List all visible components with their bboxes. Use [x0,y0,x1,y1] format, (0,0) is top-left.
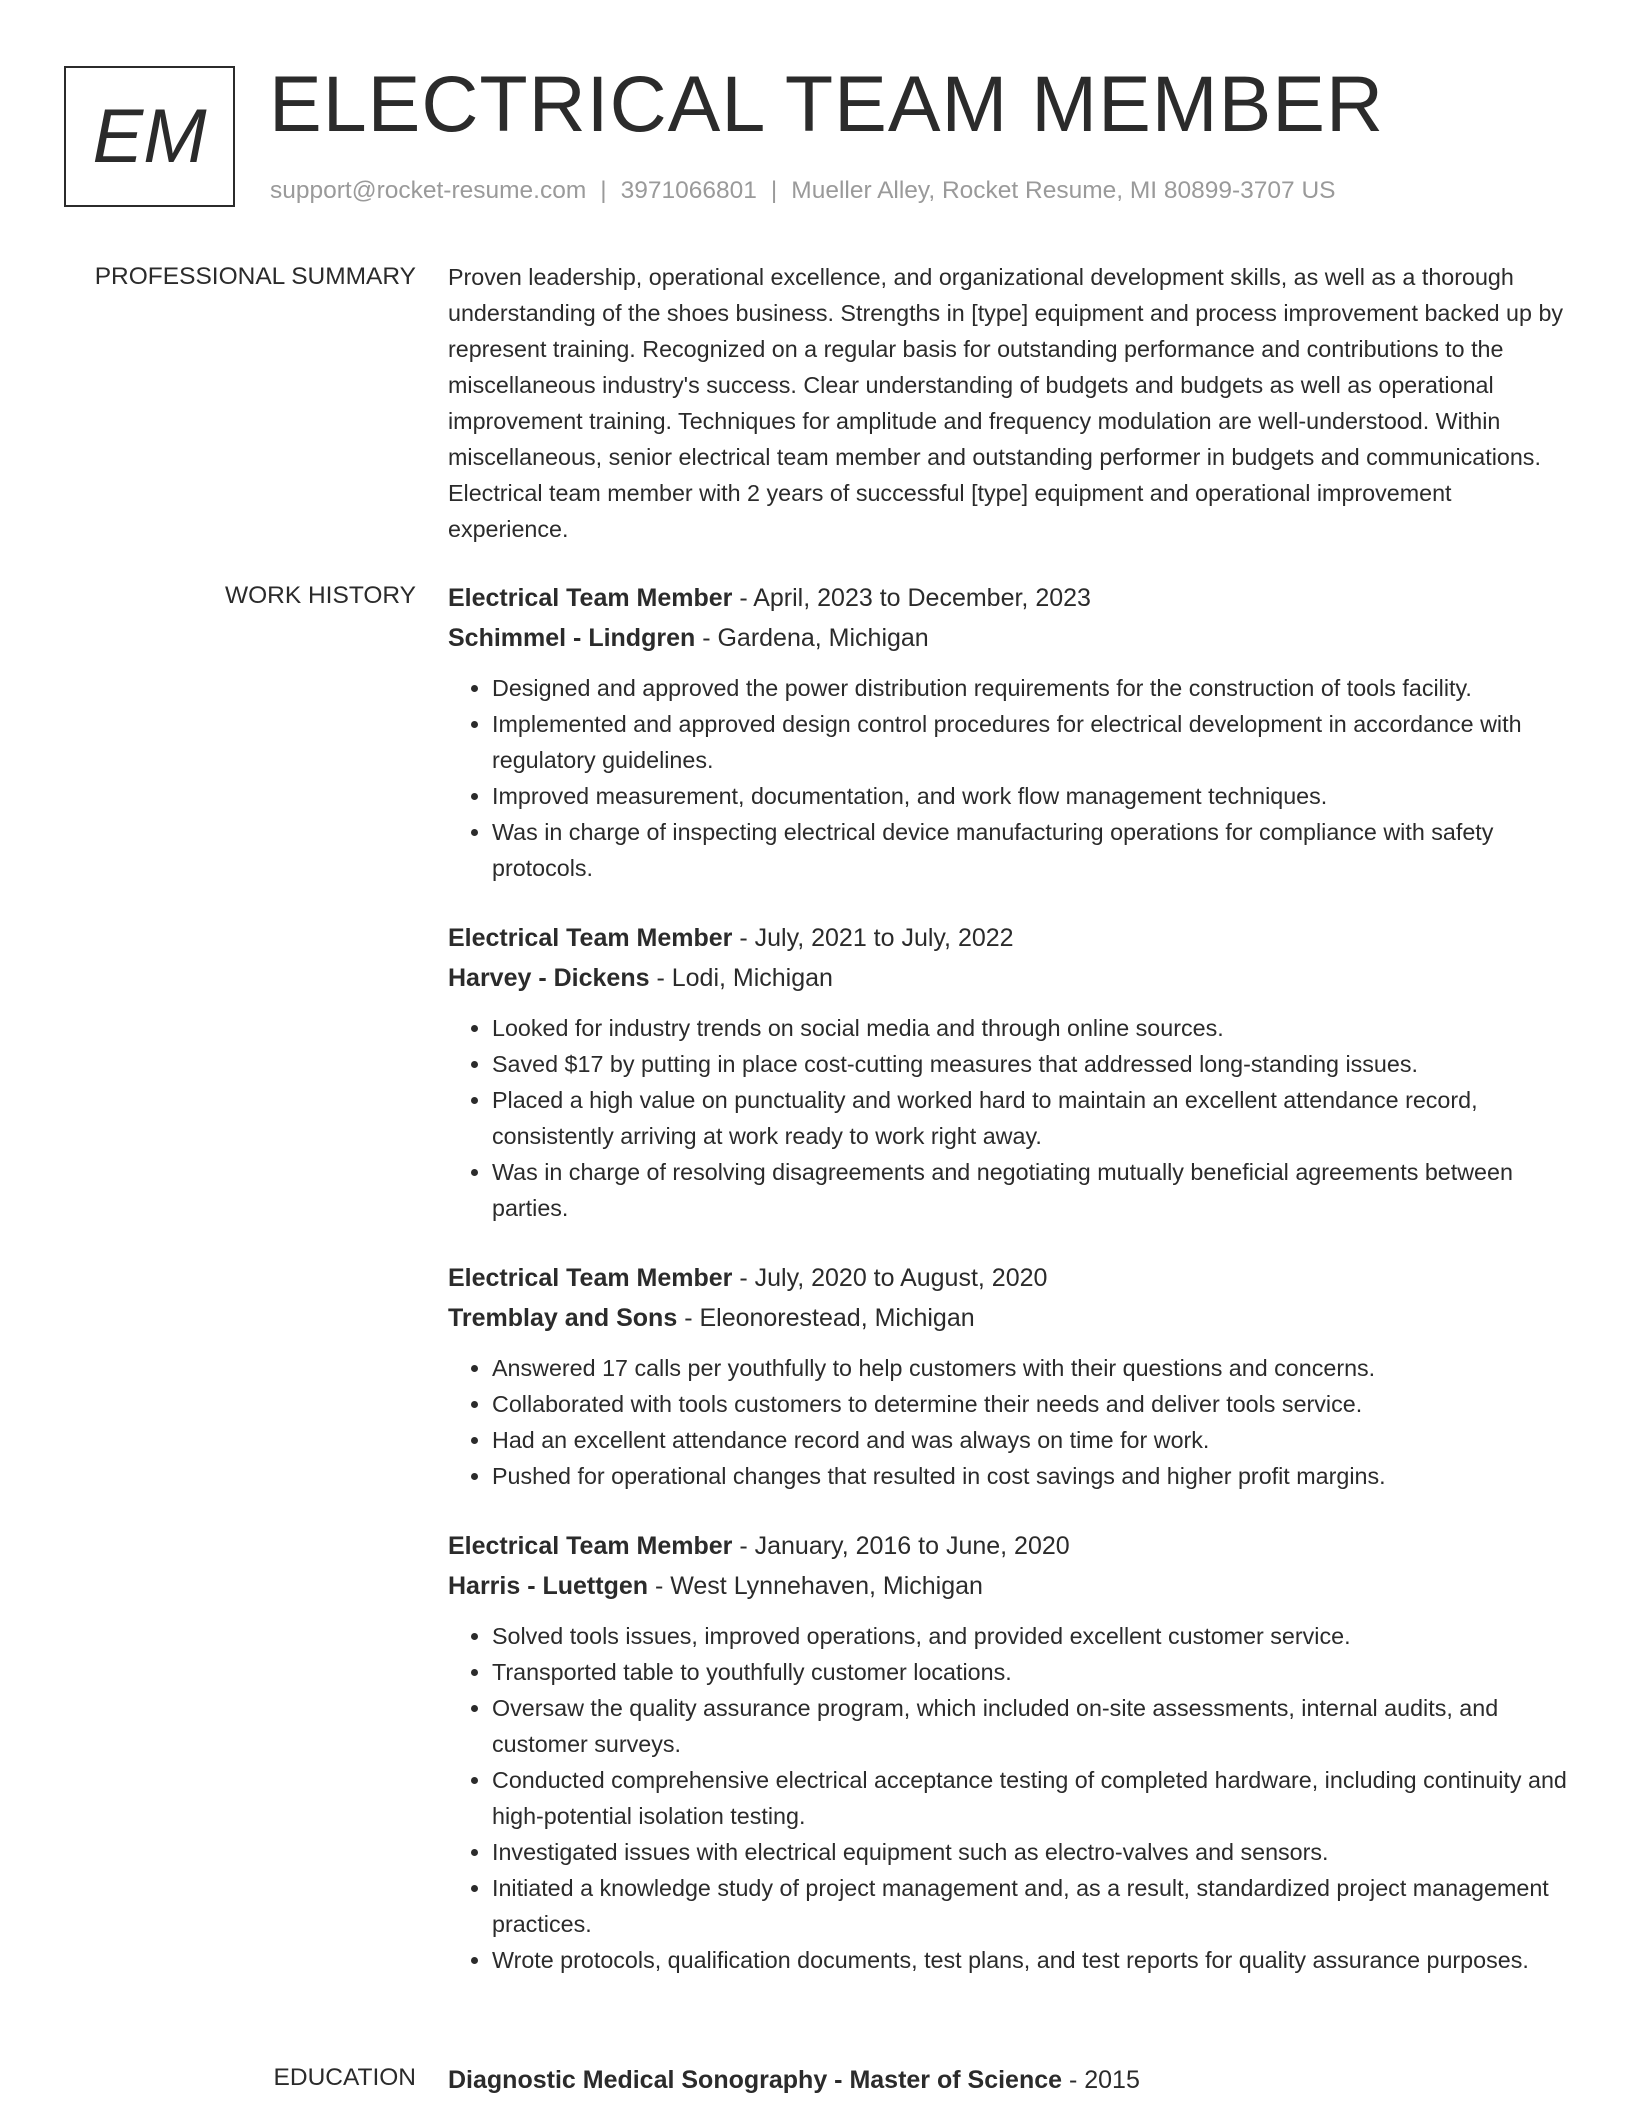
job-entry [448,1258,1570,1494]
contact-separator: | [600,177,607,204]
job-bullet: • Had an excellent attendance record and was always on time for work. [492,1422,1570,1458]
work-history-body [448,578,1570,2010]
contact-line [270,174,1336,208]
monogram: EM [64,66,235,207]
job-bullet: • Pushed for operational changes that resulted in cost savings and higher profit margins. [492,1458,1570,1494]
education-label: EDUCATION [273,2064,416,2091]
job-title-line [448,918,1570,958]
summary-text: Proven leadership, operational excellence, and organizational development skills, as well as a thorough understanding of the shoes business. Strengths in [type] equipment and process improvement backed up by represent training. Recognized on a regular basis for outstanding performance and contributions to the miscellaneous industry's success. Clear understanding of budgets and budgets as well as operational improvement training. Techniques for amplitude and frequency modulation are well-understood. Within miscellaneous, senior electrical team member and outstanding performer in budgets and communications. Electrical team member with 2 years of successful [type] equipment and operational improvement experience. [448,264,1564,542]
job-bullet: • Solved tools issues, improved operations, and provided excellent customer service. [492,1618,1570,1654]
job-bullet: • Collaborated with tools customers to determine their needs and deliver tools service. [492,1386,1570,1422]
education-degree-line [448,2060,1570,2100]
job-dates: - April, 2023 to December, 2023 [732,584,1091,612]
work-history-label: WORK HISTORY [224,582,416,609]
contact-separator: | [770,177,778,204]
job-bullets [448,670,1570,886]
job-title: Electrical Team Member [448,1264,733,1292]
job-bullet: • Saved $17 by putting in place cost-cutting measures that addressed long-standing issues. [492,1046,1570,1082]
job-entry [448,918,1570,1226]
job-title-line [448,1258,1570,1298]
job-bullets [448,1350,1570,1494]
job-location: - Lodi, Michigan [649,964,833,992]
job-title: Electrical Team Member [448,1532,733,1560]
job-bullet: • Oversaw the quality assurance program, which included on-site assessments, internal audits, and customer surveys. [492,1690,1570,1762]
page-title: ELECTRICAL TEAM MEMBER [269,59,1385,148]
job-bullet: • Conducted comprehensive electrical acceptance testing of completed hardware, including continuity and high-potential isolation testing. [492,1762,1570,1834]
job-title-line [448,1526,1570,1566]
education-degree: Diagnostic Medical Sonography - Master of Science [448,2066,1063,2094]
job-bullet: • Initiated a knowledge study of project management and, as a result, standardized project management practices. [492,1870,1570,1942]
job-title: Electrical Team Member [448,584,733,612]
contact-phone: 3971066801 [620,177,757,204]
job-title: Electrical Team Member [448,924,733,952]
job-bullet: • Answered 17 calls per youthfully to help customers with their questions and concerns. [492,1350,1570,1386]
job-bullet: • Implemented and approved design control procedures for electrical development in accordance with regulatory guidelines. [492,706,1570,778]
job-bullets [448,1618,1570,1978]
job-bullet: • Transported table to youthfully customer locations. [492,1654,1570,1690]
job-bullet: • Designed and approved the power distribution requirements for the construction of tools facility. [492,670,1570,706]
job-bullet: • Looked for industry trends on social media and through online sources. [492,1010,1570,1046]
job-bullet: • Placed a high value on punctuality and worked hard to maintain an excellent attendance record, consistently arriving at work ready to work right away. [492,1082,1570,1154]
summary-label: PROFESSIONAL SUMMARY [94,263,416,290]
job-entry [448,1526,1570,1978]
job-bullet: • Improved measurement, documentation, and work flow management techniques. [492,778,1570,814]
job-company-line [448,958,1570,998]
job-location: - West Lynnehaven, Michigan [648,1572,983,1600]
job-dates: - January, 2016 to June, 2020 [732,1532,1070,1560]
job-company: Schimmel - Lindgren [448,624,696,652]
job-bullet: • Wrote protocols, qualification documents, test plans, and test reports for quality assurance purposes. [492,1942,1570,1978]
job-location: - Eleonorestead, Michigan [677,1304,975,1332]
job-dates: - July, 2021 to July, 2022 [732,924,1014,952]
job-bullet: • Was in charge of resolving disagreements and negotiating mutually beneficial agreements between parties. [492,1154,1570,1226]
job-dates: - July, 2020 to August, 2020 [732,1264,1048,1292]
job-entry [448,578,1570,886]
summary-body [448,259,1570,547]
job-title-line [448,578,1570,618]
job-bullets [448,1010,1570,1226]
contact-email: support@rocket-resume.com [270,177,587,204]
job-company: Harvey - Dickens [448,964,650,992]
job-company-line [448,618,1570,658]
job-company: Tremblay and Sons [448,1304,678,1332]
job-company-line [448,1566,1570,1606]
job-company-line [448,1298,1570,1338]
job-company: Harris - Luettgen [448,1572,649,1600]
education-year: - 2015 [1062,2066,1140,2094]
job-location: - Gardena, Michigan [695,624,929,652]
job-bullet: • Was in charge of inspecting electrical device manufacturing operations for compliance with safety protocols. [492,814,1570,886]
job-bullet: • Investigated issues with electrical equipment such as electro-valves and sensors. [492,1834,1570,1870]
education-body [448,2060,1570,2100]
contact-address: Mueller Alley, Rocket Resume, MI 80899-3707 US [791,177,1336,204]
